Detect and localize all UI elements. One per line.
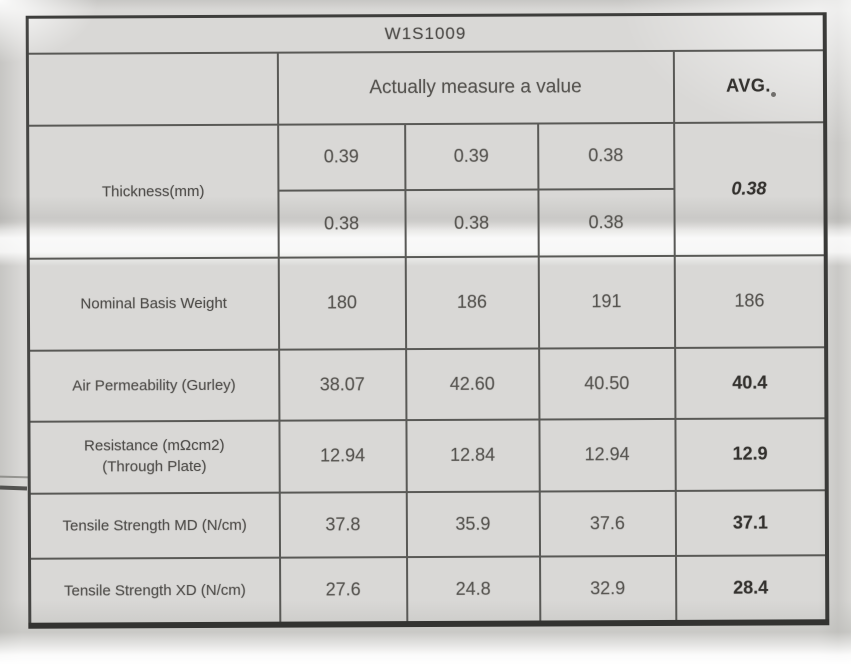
row-label-tensile-xd: Tensile Strength XD (N/cm): [30, 557, 280, 625]
value-cell: 37.8: [279, 492, 406, 558]
resistance-label-line1: Resistance (mΩcm2): [84, 437, 225, 455]
air-permeability-row: [29, 347, 826, 421]
value-cell: 42.60: [406, 348, 539, 420]
measurement-table: [26, 12, 829, 628]
value-cell: 24.8: [407, 556, 540, 624]
value-cell: 0.38: [538, 188, 674, 256]
value-cell: 12.94: [279, 420, 406, 493]
avg-header-cell: AVG.: [673, 50, 824, 123]
title-row: [27, 14, 824, 53]
value-cell: 35.9: [406, 491, 539, 557]
avg-cell-resistance: 12.9: [675, 418, 826, 491]
avg-cell-nominal-basis-weight: 186: [674, 255, 825, 348]
avg-cell-tensile-md: 37.1: [675, 490, 826, 556]
table-title: W1S1009: [27, 14, 824, 53]
value-cell: 186: [405, 256, 538, 349]
value-cell: 180: [278, 257, 405, 350]
avg-cell-thickness: 0.38: [674, 122, 826, 256]
row-label-nominal-basis-weight: Nominal Basis Weight: [28, 257, 278, 350]
value-cell: 32.9: [540, 555, 676, 623]
value-cell: 0.38: [405, 189, 538, 257]
resistance-row: [29, 418, 826, 493]
value-cell: 12.94: [539, 418, 675, 491]
measured-header-cell: Actually measure a value: [277, 50, 673, 124]
value-cell: 0.39: [278, 124, 405, 191]
nominal-basis-weight-row: [28, 255, 825, 350]
value-cell: 191: [538, 255, 674, 348]
thickness-row-1: [28, 122, 825, 191]
value-cell: 12.84: [406, 419, 539, 492]
row-label-tensile-md: Tensile Strength MD (N/cm): [29, 492, 279, 558]
avg-cell-air-permeability: 40.4: [675, 347, 826, 419]
value-cell: 38.07: [279, 349, 406, 421]
row-label-air-permeability: Air Permeability (Gurley): [29, 349, 279, 421]
header-row: [27, 50, 824, 125]
avg-cell-tensile-xd: 28.4: [676, 555, 827, 623]
tensile-xd-row: [30, 555, 827, 625]
corner-empty-cell: [27, 52, 277, 125]
measurement-table-wrapper: [26, 12, 829, 628]
row-label-thickness: Thickness(mm): [28, 124, 279, 258]
row-label-resistance: [29, 420, 279, 493]
tensile-md-row: [29, 490, 826, 558]
resistance-label-line2: (Through Plate): [102, 457, 207, 475]
value-cell: 0.39: [405, 123, 538, 190]
value-cell: 0.38: [538, 122, 674, 189]
value-cell: 27.6: [280, 557, 407, 625]
value-cell: 37.6: [539, 490, 675, 556]
value-cell: 0.38: [278, 190, 405, 258]
value-cell: 40.50: [539, 347, 675, 419]
